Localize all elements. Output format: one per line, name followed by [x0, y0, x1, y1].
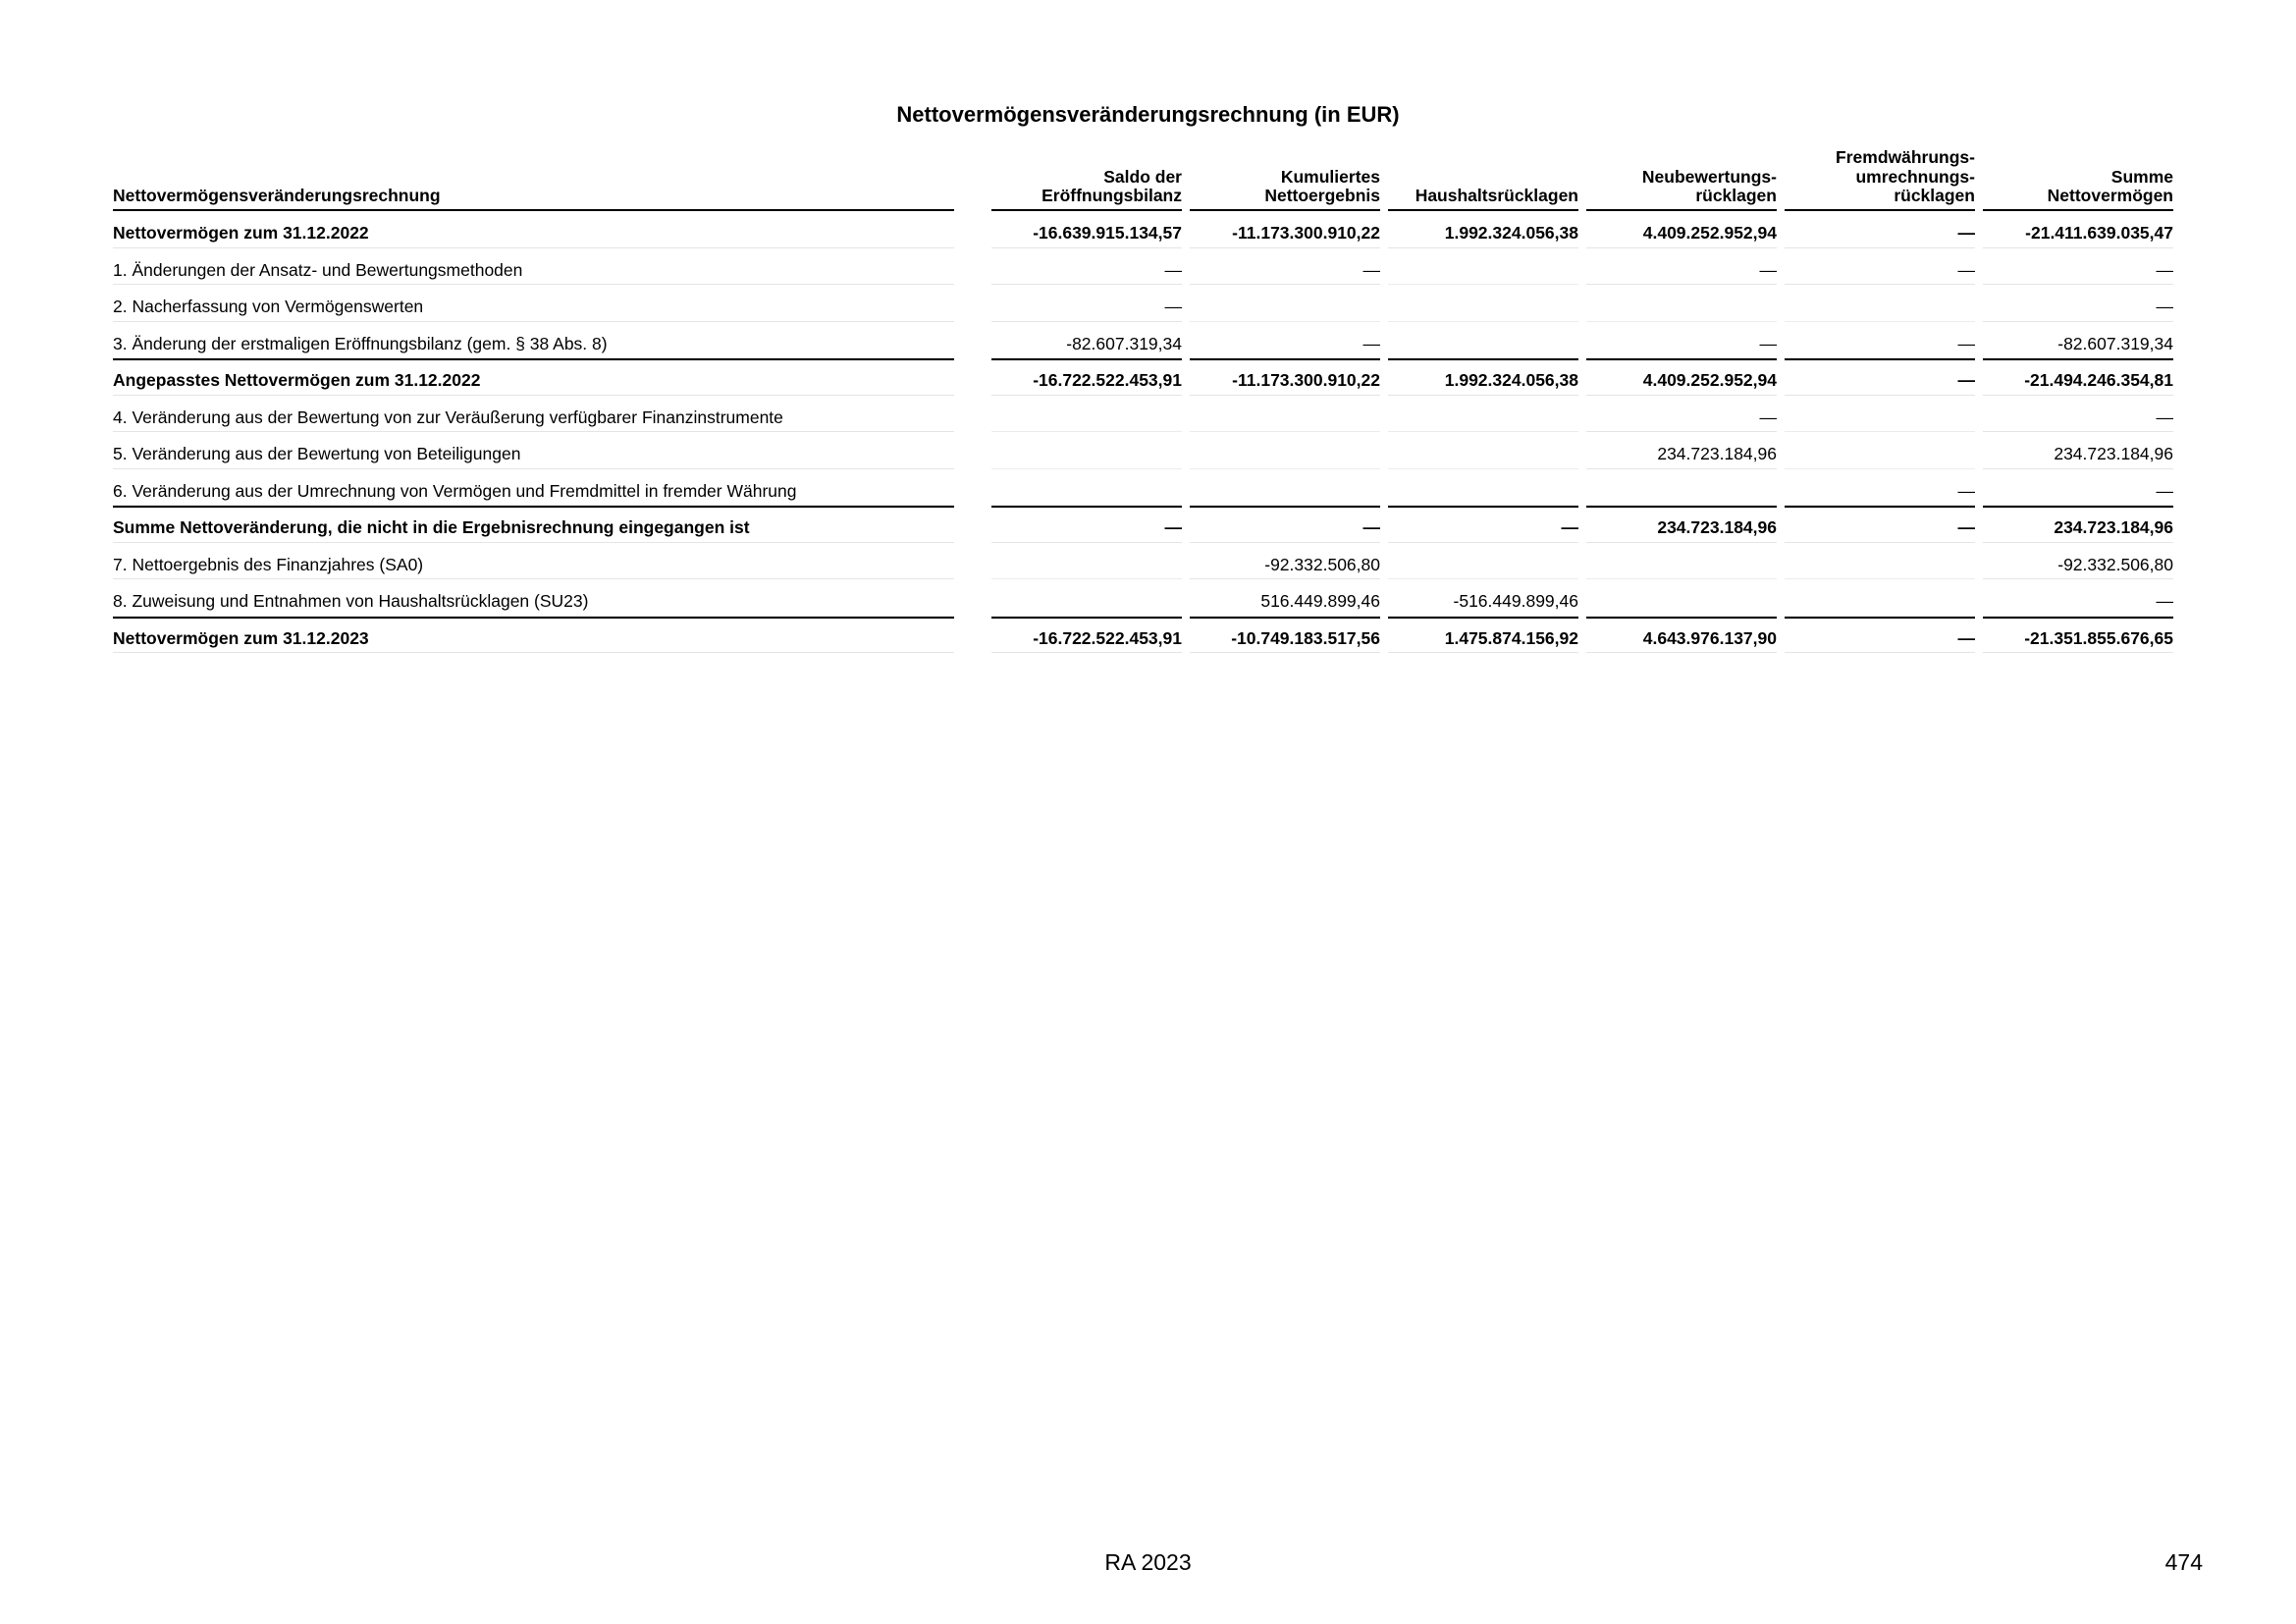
table-row — [106, 506, 2209, 543]
row-value-col-4: 4.409.252.952,94 — [1586, 358, 1777, 396]
row-value-col-2 — [1190, 285, 1380, 322]
table-row — [106, 211, 2209, 248]
row-value-col-6: 234.723.184,96 — [1983, 432, 2173, 469]
row-value-col-1: — — [991, 248, 1182, 286]
row-value-col-5: — — [1785, 211, 1975, 248]
row-value-col-2: — — [1190, 248, 1380, 286]
row-value-col-1: -16.722.522.453,91 — [991, 617, 1182, 654]
row-value-col-4 — [1586, 469, 1777, 507]
header-col-revaluation-reserves: Neubewertungs- rücklagen — [1586, 137, 1777, 211]
table-row — [106, 579, 2209, 617]
row-value-col-6: — — [1983, 285, 2173, 322]
row-label: 3. Änderung der erstmaligen Eröffnungsbilanz (gem. § 38 Abs. 8) — [113, 322, 954, 359]
row-label: 1. Änderungen der Ansatz- und Bewertungsmethoden — [113, 248, 954, 286]
row-label: 6. Veränderung aus der Umrechnung von Vermögen und Fremdmittel in fremder Währung — [113, 469, 954, 507]
row-value-col-3 — [1388, 396, 1578, 433]
row-value-col-5: — — [1785, 358, 1975, 396]
net-assets-table — [106, 137, 2209, 653]
row-value-col-6: — — [1983, 396, 2173, 433]
row-value-col-6: -21.351.855.676,65 — [1983, 617, 2173, 654]
table-row — [106, 248, 2209, 286]
row-value-col-5 — [1785, 543, 1975, 580]
table-row — [106, 469, 2209, 507]
row-value-col-4 — [1586, 579, 1777, 617]
row-value-col-3 — [1388, 543, 1578, 580]
row-value-col-4: — — [1586, 322, 1777, 359]
row-value-col-5: — — [1785, 248, 1975, 286]
header-label: Nettovermögensveränderungsrechnung — [113, 137, 954, 211]
row-label: Nettovermögen zum 31.12.2023 — [113, 617, 954, 654]
row-value-col-6: — — [1983, 248, 2173, 286]
header-col-budget-reserves: Haushaltsrücklagen — [1388, 137, 1578, 211]
table-row — [106, 285, 2209, 322]
row-value-col-1 — [991, 432, 1182, 469]
row-value-col-2: -11.173.300.910,22 — [1190, 211, 1380, 248]
row-label: 5. Veränderung aus der Bewertung von Beteiligungen — [113, 432, 954, 469]
row-value-col-2: -11.173.300.910,22 — [1190, 358, 1380, 396]
header-col-cumulative-result: Kumuliertes Nettoergebnis — [1190, 137, 1380, 211]
row-value-col-4 — [1586, 543, 1777, 580]
row-value-col-4: 4.409.252.952,94 — [1586, 211, 1777, 248]
row-value-col-5: — — [1785, 506, 1975, 543]
header-col-total-net-assets: Summe Nettovermögen — [1983, 137, 2173, 211]
row-value-col-2: — — [1190, 322, 1380, 359]
page-title: Nettovermögensveränderungsrechnung (in EUR) — [896, 102, 1400, 127]
row-label: 4. Veränderung aus der Bewertung von zur Veräußerung verfügbarer Finanzinstrumente — [113, 396, 954, 433]
row-value-col-4 — [1586, 285, 1777, 322]
row-value-col-4: 4.643.976.137,90 — [1586, 617, 1777, 654]
row-value-col-3: — — [1388, 506, 1578, 543]
table-body — [106, 211, 2209, 653]
row-value-col-6: -92.332.506,80 — [1983, 543, 2173, 580]
table-row — [106, 322, 2209, 359]
row-value-col-3 — [1388, 469, 1578, 507]
row-value-col-3 — [1388, 285, 1578, 322]
header-col-fx-reserves: Fremdwährungs- umrechnungs- rücklagen — [1785, 137, 1975, 211]
row-value-col-6: 234.723.184,96 — [1983, 506, 2173, 543]
row-value-col-3: 1.475.874.156,92 — [1388, 617, 1578, 654]
row-value-col-1 — [991, 396, 1182, 433]
header-col-opening-balance: Saldo der Eröffnungsbilanz — [991, 137, 1182, 211]
page-number: 474 — [2164, 1549, 2203, 1575]
row-value-col-2: -92.332.506,80 — [1190, 543, 1380, 580]
row-value-col-1 — [991, 469, 1182, 507]
table-row — [106, 617, 2209, 654]
row-value-col-3 — [1388, 248, 1578, 286]
row-value-col-6: -21.494.246.354,81 — [1983, 358, 2173, 396]
table-header — [106, 137, 2209, 211]
row-value-col-1 — [991, 579, 1182, 617]
row-value-col-3: -516.449.899,46 — [1388, 579, 1578, 617]
row-value-col-5: — — [1785, 469, 1975, 507]
row-value-col-1: -16.639.915.134,57 — [991, 211, 1182, 248]
row-value-col-2 — [1190, 396, 1380, 433]
row-value-col-5 — [1785, 432, 1975, 469]
row-value-col-4: — — [1586, 248, 1777, 286]
row-value-col-5: — — [1785, 617, 1975, 654]
row-value-col-1: -16.722.522.453,91 — [991, 358, 1182, 396]
row-label: Summe Nettoveränderung, die nicht in die Ergebnisrechnung eingegangen ist — [113, 506, 954, 543]
row-value-col-5 — [1785, 285, 1975, 322]
row-value-col-5 — [1785, 579, 1975, 617]
row-value-col-6: -82.607.319,34 — [1983, 322, 2173, 359]
row-value-col-6: — — [1983, 469, 2173, 507]
table-row — [106, 432, 2209, 469]
row-label: 8. Zuweisung und Entnahmen von Haushaltsrücklagen (SU23) — [113, 579, 954, 617]
row-value-col-1: — — [991, 506, 1182, 543]
table-row — [106, 396, 2209, 433]
row-value-col-3: 1.992.324.056,38 — [1388, 358, 1578, 396]
table-row — [106, 358, 2209, 396]
row-value-col-2: 516.449.899,46 — [1190, 579, 1380, 617]
row-value-col-6: -21.411.639.035,47 — [1983, 211, 2173, 248]
row-label: 7. Nettoergebnis des Finanzjahres (SA0) — [113, 543, 954, 580]
footer-report-label: RA 2023 — [1104, 1549, 1192, 1575]
row-label: Nettovermögen zum 31.12.2022 — [113, 211, 954, 248]
row-value-col-5: — — [1785, 322, 1975, 359]
row-value-col-3 — [1388, 322, 1578, 359]
row-value-col-2: -10.749.183.517,56 — [1190, 617, 1380, 654]
row-value-col-3 — [1388, 432, 1578, 469]
row-value-col-4: 234.723.184,96 — [1586, 506, 1777, 543]
row-value-col-4: 234.723.184,96 — [1586, 432, 1777, 469]
row-value-col-4: — — [1586, 396, 1777, 433]
row-label: 2. Nacherfassung von Vermögenswerten — [113, 285, 954, 322]
row-label: Angepasstes Nettovermögen zum 31.12.2022 — [113, 358, 954, 396]
row-value-col-1 — [991, 543, 1182, 580]
row-value-col-2 — [1190, 469, 1380, 507]
row-value-col-5 — [1785, 396, 1975, 433]
table-row — [106, 543, 2209, 580]
row-value-col-2: — — [1190, 506, 1380, 543]
row-value-col-1: -82.607.319,34 — [991, 322, 1182, 359]
row-value-col-1: — — [991, 285, 1182, 322]
row-value-col-2 — [1190, 432, 1380, 469]
row-value-col-6: — — [1983, 579, 2173, 617]
row-value-col-3: 1.992.324.056,38 — [1388, 211, 1578, 248]
